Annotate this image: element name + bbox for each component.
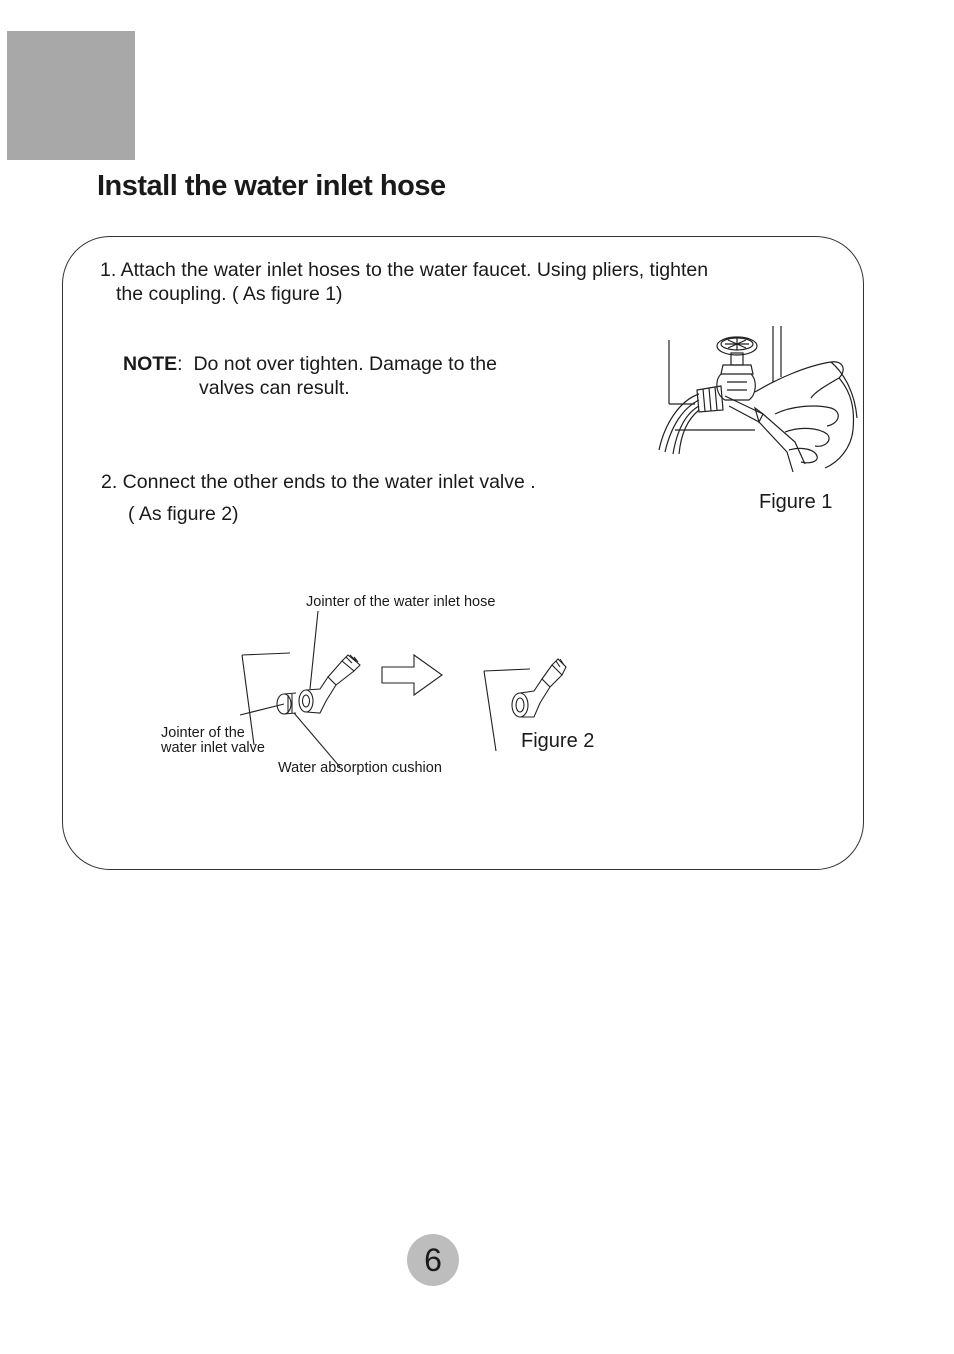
label-hose-jointer: Jointer of the water inlet hose: [306, 594, 496, 610]
figure-2-caption: Figure 2: [521, 730, 595, 752]
step-2-line-1: 2. Connect the other ends to the water inlet valve .: [101, 471, 536, 493]
label-valve-jointer: [161, 726, 265, 756]
label-valve-jointer-line-2: water inlet valve: [161, 740, 265, 756]
note-line-2: valves can result.: [199, 377, 350, 399]
figure-1-caption: Figure 1: [759, 491, 833, 513]
step-1-line-2: the coupling. ( As figure 1): [116, 283, 343, 305]
figure-1-illustration: [655, 322, 860, 487]
note-text: [123, 352, 497, 400]
step-2-line-2: ( As figure 2): [128, 503, 239, 525]
step-1-line-1: 1. Attach the water inlet hoses to the water faucet. Using pliers, tighten: [100, 259, 709, 281]
note-label: NOTE: [123, 353, 178, 375]
page-number-badge: 6: [407, 1234, 459, 1286]
label-absorption-cushion: Water absorption cushion: [278, 760, 442, 776]
step-1-text: [100, 258, 708, 306]
page-title: Install the water inlet hose: [97, 170, 446, 202]
note-line-1: Do not over tighten. Damage to the: [193, 353, 497, 375]
header-gray-block: [7, 31, 135, 160]
label-valve-jointer-line-1: Jointer of the: [161, 725, 245, 741]
note-separator: :: [177, 353, 194, 375]
